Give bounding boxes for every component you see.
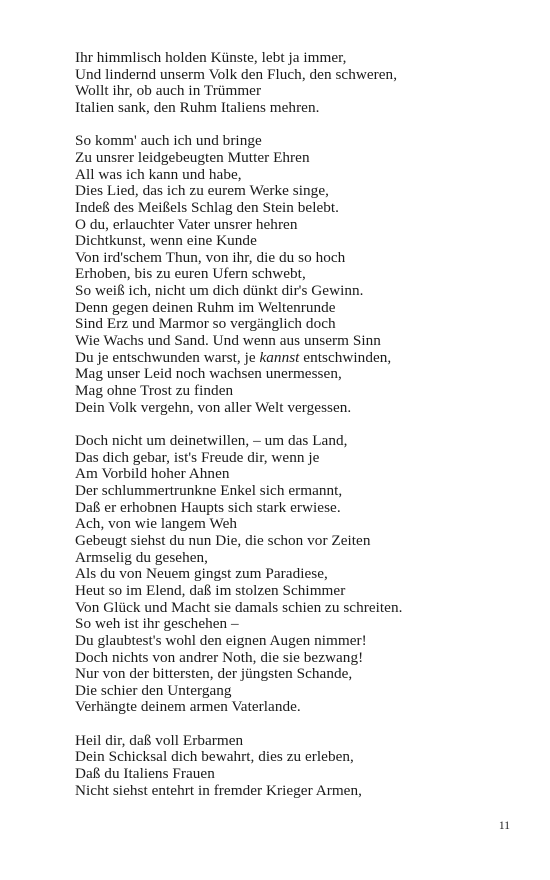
poem-line [75, 383, 515, 400]
poem-line [75, 699, 515, 716]
line-text: Nur von der bittersten, der jüngsten Schande, [75, 665, 353, 683]
line-text: Heil dir, daß voll Erbarmen [75, 731, 244, 749]
line-text: Armselig du gesehen, [75, 548, 209, 566]
poem-line [75, 650, 515, 667]
line-text: Und lindernd unserm Volk den Fluch, den schweren, [75, 65, 398, 83]
line-text: Denn gegen deinen Ruhm im Weltenrunde [75, 298, 336, 316]
line-text: entschwinden, [299, 348, 392, 366]
poem-line [75, 600, 515, 617]
line-text: Daß er erhobnen Haupts sich stark erwiese. [75, 498, 341, 516]
poem-line [75, 483, 515, 500]
poem-line [75, 200, 515, 217]
line-text: Du glaubtest's wohl den eignen Augen nimmer! [75, 631, 367, 649]
line-text: Dein Volk vergehn, von aller Welt vergessen. [75, 398, 352, 416]
line-text: Mag ohne Trost zu finden [75, 382, 234, 400]
poem-line [75, 266, 515, 283]
poem-line [75, 250, 515, 267]
line-text: Die schier den Untergang [75, 681, 232, 699]
line-text: Indeß des Meißels Schlag den Stein belebt. [75, 198, 340, 216]
poem-line [75, 683, 515, 700]
poem-body [75, 50, 515, 816]
poem-line [75, 666, 515, 683]
poem-line [75, 450, 515, 467]
poem-line [75, 150, 515, 167]
page-number: 11 [498, 820, 510, 832]
line-text: Du je entschwunden warst, je [75, 348, 260, 366]
poem-line [75, 533, 515, 550]
poem-line [75, 766, 515, 783]
poem-line [75, 133, 515, 150]
poem-line [75, 516, 515, 533]
poem-line [75, 283, 515, 300]
line-text: Als du von Neuem gingst zum Paradiese, [75, 565, 328, 583]
poem-line [75, 167, 515, 184]
poem-line [75, 67, 515, 84]
stanza [75, 733, 515, 800]
poem-line [75, 616, 515, 633]
poem-line [75, 566, 515, 583]
poem-line [75, 633, 515, 650]
line-text: Von Glück und Macht sie damals schien zu schreiten. [75, 598, 403, 616]
line-text: Italien sank, den Ruhm Italiens mehren. [75, 98, 320, 116]
line-text: Sind Erz und Marmor so vergänglich doch [75, 315, 336, 333]
poem-line [75, 366, 515, 383]
line-text: Heut so im Elend, daß im stolzen Schimmer [75, 581, 346, 599]
line-text: Nicht siehst entehrt in fremder Krieger Armen, [75, 781, 362, 799]
line-text: Mag unser Leid noch wachsen unermessen, [75, 365, 342, 383]
line-text: Das dich gebar, ist's Freude dir, wenn je [75, 448, 320, 466]
poem-line [75, 183, 515, 200]
poem-line [75, 466, 515, 483]
poem-line [75, 400, 515, 417]
line-text: Verhängte deinem armen Vaterlande. [75, 698, 301, 716]
poem-line [75, 300, 515, 317]
line-text: Ihr himmlisch holden Künste, lebt ja immer, [75, 49, 347, 66]
emphasized-word: kannst [259, 348, 300, 366]
line-text: All was ich kann und habe, [75, 165, 242, 183]
poem-line [75, 83, 515, 100]
line-text: Doch nichts von andrer Noth, die sie bezwang! [75, 648, 364, 666]
line-text: Der schlummertrunkne Enkel sich ermannt, [75, 481, 343, 499]
poem-line [75, 583, 515, 600]
line-text: Ach, von wie langem Weh [75, 515, 238, 533]
poem-line [75, 500, 515, 517]
poem-line [75, 350, 515, 367]
line-text: Wollt ihr, ob auch in Trümmer [75, 82, 262, 100]
line-text: Erhoben, bis zu euren Ufern schwebt, [75, 265, 306, 283]
line-text: So komm' auch ich und bringe [75, 132, 262, 150]
poem-line [75, 316, 515, 333]
poem-line [75, 233, 515, 250]
poem-line [75, 333, 515, 350]
line-text: So weh ist ihr geschehen – [75, 615, 239, 633]
poem-line [75, 550, 515, 567]
stanza [75, 133, 515, 416]
poem-line [75, 100, 515, 117]
poem-line [75, 783, 515, 800]
poem-line [75, 433, 515, 450]
stanza [75, 433, 515, 716]
line-text: Dichtkunst, wenn eine Kunde [75, 232, 257, 250]
line-text: Dies Lied, das ich zu eurem Werke singe, [75, 182, 329, 200]
poem-line [75, 217, 515, 234]
line-text: Gebeugt siehst du nun Die, die schon vor Zeiten [75, 531, 371, 549]
line-text: So weiß ich, nicht um dich dünkt dir's Gewinn. [75, 282, 364, 300]
line-text: Von ird'schem Thun, von ihr, die du so hoch [75, 248, 346, 266]
line-text: Dein Schicksal dich bewahrt, dies zu erleben, [75, 748, 354, 766]
poem-line [75, 749, 515, 766]
stanza [75, 50, 515, 117]
poem-line [75, 50, 515, 67]
line-text: Daß du Italiens Frauen [75, 765, 215, 783]
line-text: O du, erlauchter Vater unsrer hehren [75, 215, 298, 233]
line-text: Wie Wachs und Sand. Und wenn aus unserm Sinn [75, 332, 381, 350]
line-text: Doch nicht um deinetwillen, – um das Land, [75, 431, 348, 449]
line-text: Am Vorbild hoher Ahnen [75, 465, 230, 483]
poem-line [75, 733, 515, 750]
line-text: Zu unsrer leidgebeugten Mutter Ehren [75, 148, 310, 166]
